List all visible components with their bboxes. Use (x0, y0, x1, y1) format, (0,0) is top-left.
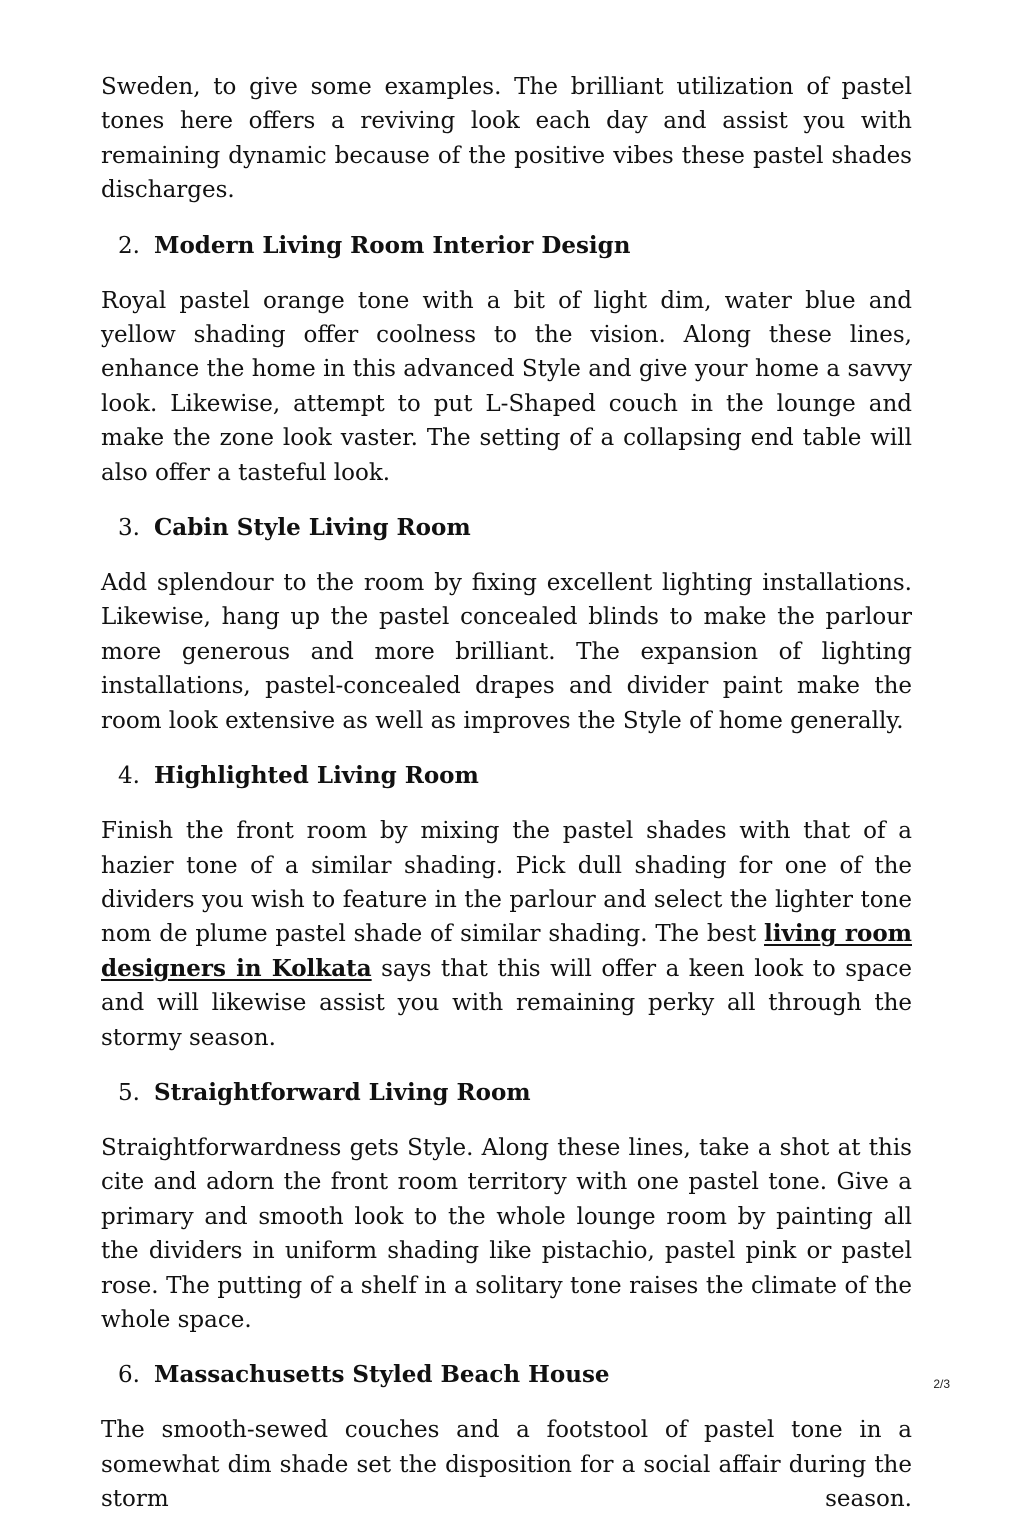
section-heading-5 (101, 1076, 912, 1110)
section-number: 2. (118, 232, 140, 259)
section-number: 5. (118, 1079, 140, 1106)
section-heading-4 (101, 759, 912, 793)
section-title: Highlighted Living Room (154, 762, 479, 790)
section-heading-3 (101, 511, 912, 545)
section-title: Straightforward Living Room (154, 1078, 531, 1106)
section-body-5: Straightforwardness gets Style. Along these lines, take a shot at this cite and adorn the front room territory with one pastel tone. Give a primary and smooth look to the whole lounge room by painting all the dividers in uniform shading like pistachio, pastel pink or pastel rose. The putting of a shelf in a solitary tone raises the climate of the whole space. (101, 1134, 912, 1333)
section-body-6: The smooth-sewed couches and a footstool of pastel tone in a somewhat dim shade set the disposition for a social affair during the storm season. (101, 1417, 912, 1513)
section-title: Modern Living Room Interior Design (154, 231, 631, 259)
body-text-before-link: Finish the front room by mixing the pastel shades with that of a hazier tone of a similar shading. Pick dull shading for one of the dividers you wish to feature in the parlour and select the lighter tone nom de plume pastel shade of similar shading. The best (101, 818, 912, 948)
section-heading-6 (101, 1358, 912, 1392)
intro-paragraph: Sweden, to give some examples. The brilliant utilization of pastel tones here offers a reviving look each day and assist you with remaining dynamic because of the positive vibes these pastel shades discharges. (101, 74, 912, 204)
section-body-3: Add splendour to the room by fixing excellent lighting installations. Likewise, hang up the pastel concealed blinds to make the parlour more generous and more brilliant. The expansion of lighting installations, pastel-concealed drapes and divider paint make the room look extensive as well as improves the Style of home generally. (101, 570, 912, 734)
section-body-4 (101, 814, 912, 1055)
section-number: 4. (118, 763, 140, 790)
section-number: 6. (118, 1362, 140, 1389)
document-page (101, 70, 912, 1517)
section-title: Massachusetts Styled Beach House (154, 1361, 610, 1389)
living-room-designers-link[interactable]: living room designers in Kolkata (101, 920, 912, 982)
body-text-after-link: says that this will offer a keen look to space and will likewise assist you with remaining perky all through the stormy season. (101, 955, 912, 1051)
page-number: 2/3 (933, 1377, 950, 1391)
section-title: Cabin Style Living Room (154, 514, 471, 542)
section-body-2: Royal pastel orange tone with a bit of light dim, water blue and yellow shading offer coolness to the vision. Along these lines, enhance the home in this advanced Style and give your home a savvy look. Likewise, attempt to put L-Shaped couch in the lounge and make the zone look vaster. The setting of a collapsing end table will also offer a tasteful look. (101, 287, 912, 486)
section-number: 3. (118, 515, 140, 542)
section-heading-2 (101, 229, 912, 263)
